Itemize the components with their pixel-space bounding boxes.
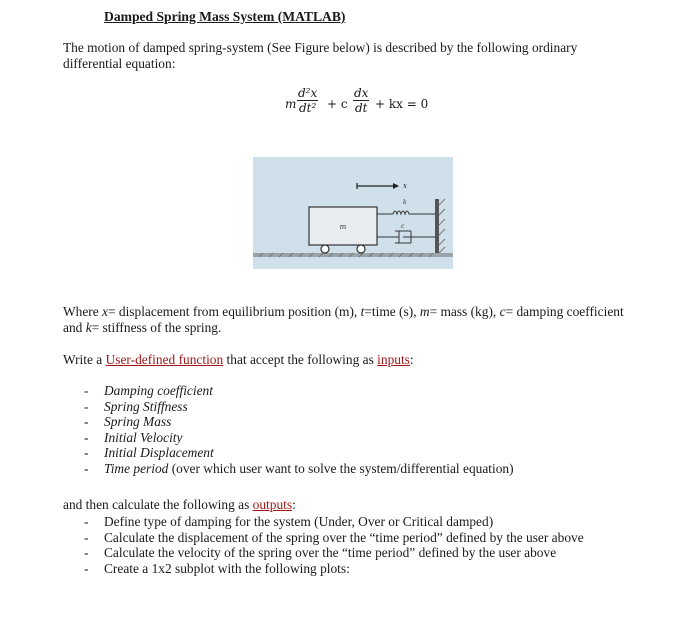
intro-paragraph [63, 40, 663, 72]
eq-den-2: dt [354, 101, 368, 115]
write-text: that accept the following as [223, 352, 378, 367]
intro-line-1: The motion of damped spring-system (See Figure below) is described by the following ordinary [63, 40, 578, 55]
eq-num-1: d²x [298, 86, 318, 100]
damper-label: c [401, 223, 405, 230]
outputs-intro [63, 497, 663, 513]
eq-rest: + kx = 0 [375, 97, 429, 111]
list-item: - Calculate the displacement of the spring over the “time period” defined by the user above [84, 530, 674, 546]
list-item: - Initial Velocity [84, 430, 664, 446]
eq-den-1: dt² [298, 101, 317, 115]
list-item: - Spring Stiffness [84, 399, 664, 415]
write-text: : [409, 352, 414, 367]
figure-wall [435, 199, 439, 253]
where-text: = mass (kg), [429, 304, 500, 319]
time-period-desc: (over which user want to solve the system/differential equation) [168, 460, 514, 476]
list-item [84, 461, 664, 477]
where-paragraph [63, 304, 673, 336]
outputs-text: : [292, 497, 296, 512]
mass-label: m [339, 223, 347, 231]
eq-mass-symbol: m [285, 97, 297, 111]
time-period-label: Time period [104, 460, 169, 476]
eq-num-2: dx [354, 86, 369, 100]
var-m: m [419, 304, 430, 319]
write-paragraph [63, 352, 663, 368]
var-x: x [102, 304, 108, 319]
inputs-list [84, 383, 664, 477]
list-item: - Calculate the velocity of the spring over the “time period” defined by the user above [84, 545, 674, 561]
displacement-label: x [403, 182, 407, 190]
where-text: = stiffness of the spring. [91, 320, 222, 335]
list-item: - Initial Displacement [84, 445, 664, 461]
where-text: and [63, 320, 86, 335]
write-text: Write a [63, 352, 106, 367]
list-item: - Spring Mass [84, 414, 664, 430]
wheel-left [321, 245, 329, 253]
spring-label: k [403, 199, 407, 206]
eq-first-derivative [353, 86, 369, 115]
where-text: = damping coefficient [505, 304, 624, 319]
where-text: Where [63, 304, 103, 319]
var-t: t [360, 304, 365, 319]
var-k: k [85, 320, 92, 335]
where-line-1 [63, 304, 673, 320]
var-c: c [499, 304, 506, 319]
differential-equation [283, 86, 483, 126]
list-item: - Damping coefficient [84, 383, 664, 399]
where-line-2 [63, 320, 673, 336]
where-text: =time (s), [364, 304, 420, 319]
outputs-list [84, 514, 674, 576]
document-title: Damped Spring Mass System (MATLAB) [104, 9, 346, 24]
outputs-text: and then calculate the following as [63, 497, 253, 512]
eq-second-derivative [297, 86, 318, 115]
list-item: - Define type of damping for the system (Under, Over or Critical damped) [84, 514, 674, 530]
wheel-right [357, 245, 365, 253]
list-item: - Create a 1x2 subplot with the following plots: [84, 561, 674, 577]
inputs-link[interactable]: inputs [377, 352, 410, 367]
outputs-link[interactable]: outputs [252, 497, 293, 512]
intro-line-2: differential equation: [63, 56, 176, 71]
where-text: = displacement from equilibrium position (m), [107, 304, 361, 319]
eq-plus-c: + c [327, 97, 348, 111]
user-defined-function-link[interactable]: User-defined function [105, 352, 224, 367]
spring-mass-figure [253, 157, 453, 269]
